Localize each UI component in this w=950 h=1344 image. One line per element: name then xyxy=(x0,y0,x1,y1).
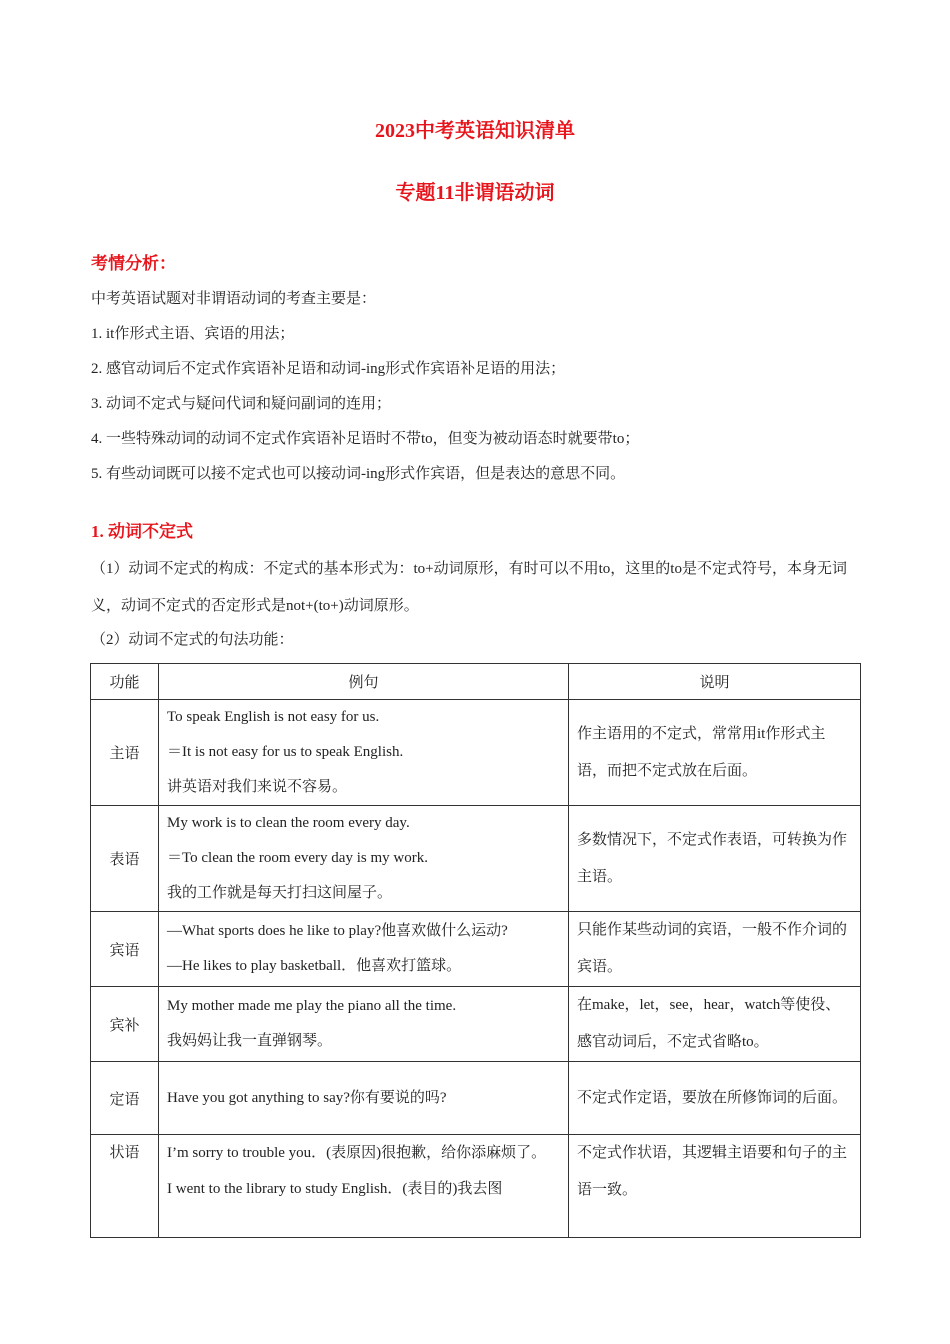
function-cell: 宾语 xyxy=(91,912,159,987)
analysis-point: 2. 感官动词后不定式作宾语补足语和动词-ing形式作宾语补足语的用法； xyxy=(91,361,566,377)
function-cell: 宾补 xyxy=(91,987,159,1062)
analysis-lead: 中考英语试题对非谓语动词的考查主要是： xyxy=(91,291,377,307)
note-cell: 在make，let，see，hear，watch等使役、感官动词后，不定式省略to。 xyxy=(569,987,861,1062)
example-line: ＝To clean the room every day is my work. xyxy=(167,850,428,866)
example-line: I went to the library to study English．(表目的)我去图 xyxy=(167,1181,503,1197)
function-cell: 表语 xyxy=(91,806,159,912)
infinitive-function-table xyxy=(90,663,861,1238)
example-cell xyxy=(159,912,569,987)
table-row xyxy=(91,1062,861,1135)
analysis-point: 3. 动词不定式与疑问代词和疑问副词的连用； xyxy=(91,396,392,412)
table-row xyxy=(91,987,861,1062)
example-cell xyxy=(159,806,569,912)
example-line: My mother made me play the piano all the time. xyxy=(167,998,457,1014)
example-line: —He likes to play basketball．他喜欢打篮球。 xyxy=(167,958,462,974)
table-header-row xyxy=(91,664,861,700)
function-cell: 定语 xyxy=(91,1062,159,1135)
example-line: Have you got anything to say?你有要说的吗? xyxy=(167,1089,447,1106)
header-cell: 例句 xyxy=(159,664,569,700)
example-line: 讲英语对我们来说不容易。 xyxy=(167,779,348,795)
document-subtitle: 专题11非谓语动词 xyxy=(395,182,555,204)
section-intro-2: （2）动词不定式的句法功能： xyxy=(91,632,294,648)
analysis-point: 4. 一些特殊动词的动词不定式作宾语补足语时不带to，但变为被动语态时就要带to； xyxy=(91,431,640,447)
analysis-point: 5. 有些动词既可以接不定式也可以接动词-ing形式作宾语，但是表达的意思不同。 xyxy=(91,466,626,482)
note-cell: 不定式作定语，要放在所修饰词的后面。 xyxy=(569,1062,861,1135)
table-row xyxy=(91,912,861,987)
document-title: 2023中考英语知识清单 xyxy=(375,120,575,142)
function-cell: 状语 xyxy=(91,1135,159,1238)
example-line: 我的工作就是每天打扫这间屋子。 xyxy=(167,885,393,901)
section-intro: （1）动词不定式的构成：不定式的基本形式为：to+动词原形，有时可以不用to，这里的to是不定式符号，本身无词义，动词不定式的否定形式是not+(to+)动词原形。 xyxy=(91,561,847,614)
table-row xyxy=(91,806,861,912)
function-cell: 主语 xyxy=(91,700,159,806)
example-cell xyxy=(159,1062,569,1135)
example-line: My work is to clean the room every day. xyxy=(167,815,410,831)
example-line: I’m sorry to trouble you．(表原因)很抱歉，给你添麻烦了。 xyxy=(167,1145,547,1161)
section-heading: 1. 动词不定式 xyxy=(91,522,193,541)
example-line: To speak English is not easy for us. xyxy=(167,709,380,725)
table-row xyxy=(91,700,861,806)
header-cell: 说明 xyxy=(569,664,861,700)
table-row xyxy=(91,1135,861,1238)
note-cell: 只能作某些动词的宾语，一般不作介词的宾语。 xyxy=(569,912,861,987)
header-cell: 功能 xyxy=(91,664,159,700)
example-line: ＝It is not easy for us to speak English. xyxy=(167,744,404,760)
example-cell xyxy=(159,987,569,1062)
note-cell: 多数情况下，不定式作表语，可转换为作主语。 xyxy=(569,806,861,912)
note-cell: 不定式作状语，其逻辑主语要和句子的主语一致。 xyxy=(569,1135,861,1238)
example-cell xyxy=(159,700,569,806)
example-line: —What sports does he like to play?他喜欢做什么运动? xyxy=(167,923,508,939)
analysis-point: 1. it作形式主语、宾语的用法； xyxy=(91,326,295,342)
example-cell xyxy=(159,1135,569,1238)
note-cell: 作主语用的不定式，常常用it作形式主语，而把不定式放在后面。 xyxy=(569,700,861,806)
example-line: 我妈妈让我一直弹钢琴。 xyxy=(167,1033,333,1049)
analysis-heading: 考情分析： xyxy=(91,254,176,273)
